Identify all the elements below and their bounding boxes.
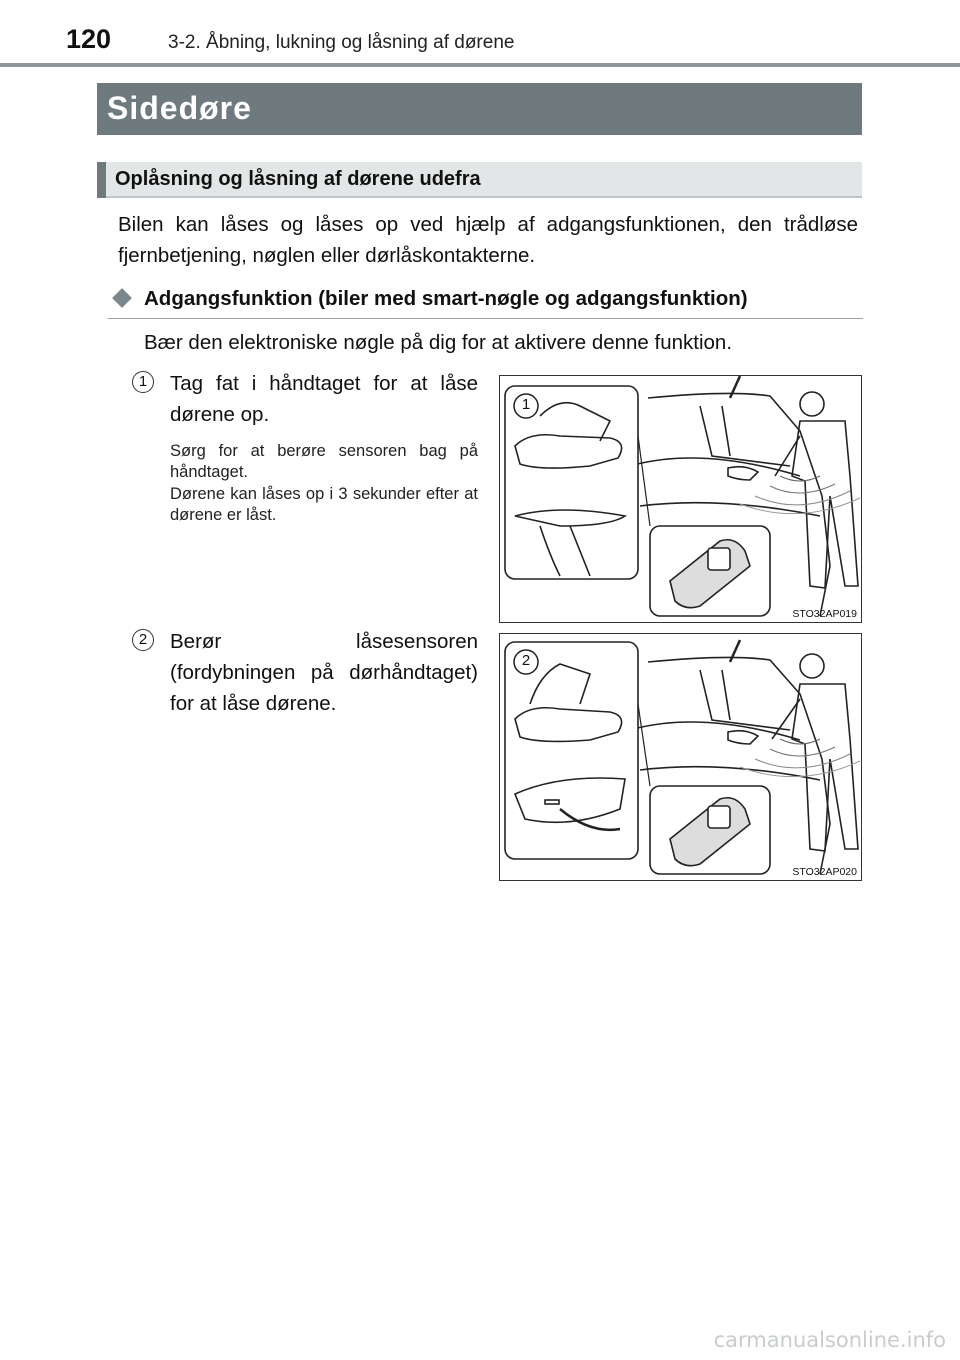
section-title-bar: [97, 83, 862, 135]
step-2-number: 2: [132, 629, 154, 651]
page-header: [0, 0, 960, 70]
step-2-text: Berør låsesensoren (fordybningen på dørhåndtaget) for at låse dørene.: [170, 630, 478, 715]
step-1-note: Dørene kan låses op i 3 sekunder efter at dørene er låst.: [170, 485, 478, 524]
feature-title: Adgangsfunktion (biler med smart-nøgle og adgangsfunktion): [144, 287, 748, 310]
unlock-illustration: [500, 376, 862, 623]
figure-unlock-illustration: [499, 375, 862, 623]
figure-2-label: 2: [521, 652, 531, 669]
section-title: Sidedøre: [107, 90, 252, 126]
intro-paragraph: Bilen kan låses og låses op ved hjælp af adgangsfunktionen, den trådløse fjernbetjening, nøglen eller dørlåskontakterne.: [118, 213, 858, 267]
subsection-accent: [97, 162, 106, 198]
step-1-note: Sørg for at berøre sensoren bag på håndtaget.: [170, 442, 478, 481]
subsection-title-bar: [97, 162, 862, 198]
figure-1-caption: STO32AP019: [792, 608, 857, 620]
lock-illustration: [500, 634, 862, 881]
subsection-title: Oplåsning og låsning af dørene udefra: [115, 168, 481, 190]
feature-description: Bær den elektroniske nøgle på dig for at aktivere denne funktion.: [144, 331, 733, 354]
step-1-text: Tag fat i håndtaget for at låse dørene op.: [170, 372, 478, 426]
figure-1-label: 1: [521, 396, 531, 413]
chapter-title: 3-2. Åbning, lukning og låsning af dørene: [168, 32, 515, 53]
feature-heading: [108, 283, 863, 319]
page-number: 120: [66, 24, 112, 54]
figure-lock-illustration: [499, 633, 862, 881]
diamond-bullet-icon: [112, 288, 132, 308]
step-1-number: 1: [132, 371, 154, 393]
header-divider: [0, 63, 960, 67]
watermark: carmanualsonline.info: [713, 1328, 946, 1352]
figure-2-caption: STO32AP020: [792, 866, 857, 878]
